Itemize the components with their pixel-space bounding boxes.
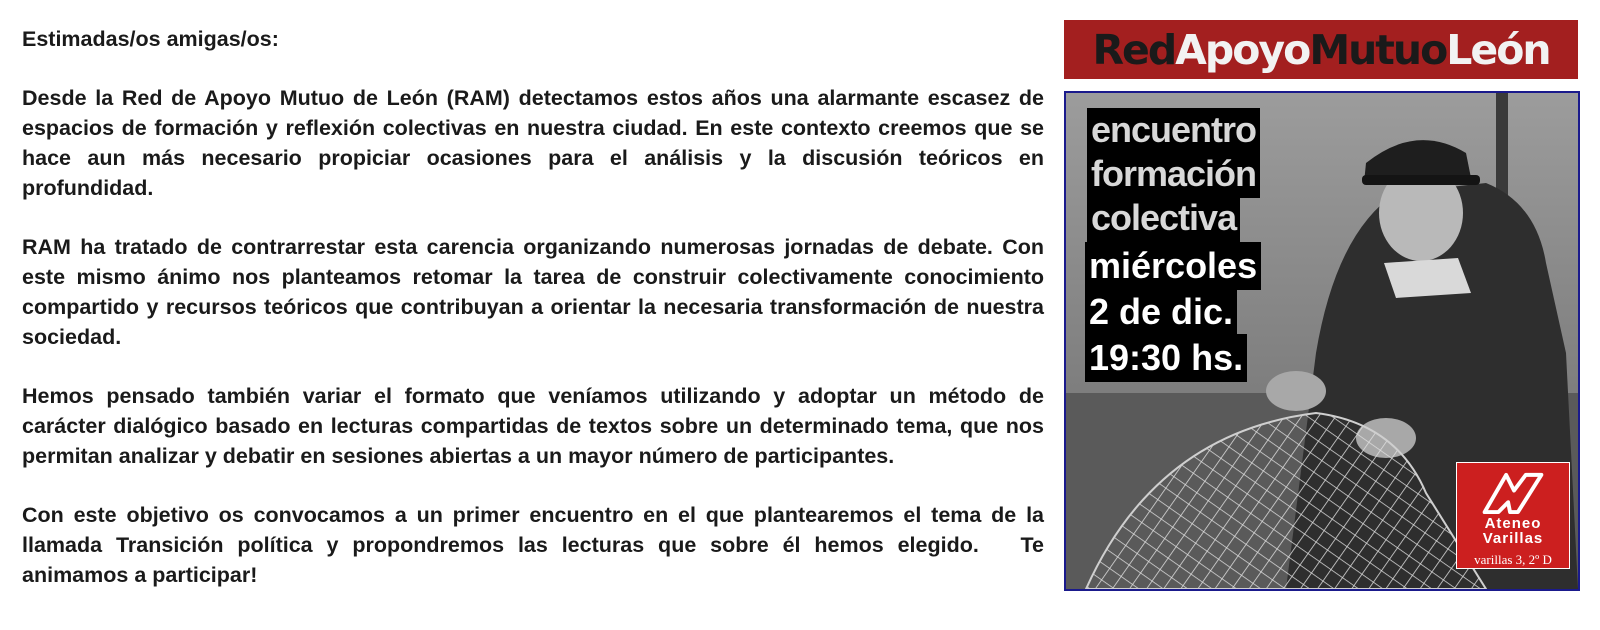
- ateneo-name-line1: Ateneo: [1484, 515, 1542, 532]
- banner-word-leon: León: [1446, 25, 1550, 74]
- poster-date-time: 19:30 hs.: [1085, 334, 1247, 382]
- poster-tag-colectiva: colectiva: [1087, 196, 1240, 242]
- letter-paragraph-1: Desde la Red de Apoyo Mutuo de León (RAM) detectamos estos años una alarmante escasez de espacios de formación y reflexión colectivas en nuestra ciudad. En este contexto creemos que se hace aun más necesario propiciar ocasiones para el análisis y la discusión teóricos en profundidad.: [22, 86, 1044, 200]
- letter-paragraph-3: Hemos pensado también variar el formato que veníamos utilizando y adoptar un método de carácter dialógico basado en lecturas compartidas de textos sobre un determinado tema, que nos permitan analizar y debatir en sesiones abiertas a un mayor número de participantes.: [22, 384, 1044, 468]
- event-poster: [1064, 91, 1580, 591]
- poster-tag-encuentro: encuentro: [1087, 108, 1260, 154]
- banner-word-red: Red: [1092, 25, 1176, 74]
- letter-greeting: Estimadas/os amigas/os:: [22, 27, 279, 51]
- poster-date-weekday: miércoles: [1085, 242, 1261, 290]
- banner-word-mutuo: Mutuo: [1309, 25, 1447, 74]
- letter-text: [22, 24, 1044, 590]
- banner-word-apoyo: Apoyo: [1175, 25, 1310, 74]
- ateneo-varillas-logo: [1456, 462, 1570, 569]
- letter-closing: Te animamos a participar!: [22, 533, 1044, 587]
- ateneo-address: varillas 3, 2º D: [1474, 552, 1552, 567]
- ateneo-av-icon: [1478, 469, 1548, 516]
- poster-tag-formacion: formación: [1087, 152, 1260, 198]
- letter-paragraph-4: [22, 500, 1044, 590]
- letter-paragraph-4-text: Con este objetivo os convocamos a un primer encuentro en el que plantearemos el tema de la llamada Transición política y propondremos las lecturas que sobre él hemos elegido.: [22, 503, 1044, 557]
- red-apoyo-mutuo-leon-banner: [1064, 20, 1578, 79]
- ateneo-name-line2: Varillas: [1482, 530, 1544, 547]
- letter-paragraph-2: RAM ha tratado de contrarrestar esta carencia organizando numerosas jornadas de debate. Con este mismo ánimo nos planteamos retomar la tarea de construir colectivamente conocimiento compartido y recursos teóricos que contribuyan a orientar la necesaria transformación de nuestra sociedad.: [22, 235, 1044, 349]
- poster-date-day: 2 de dic.: [1085, 288, 1237, 336]
